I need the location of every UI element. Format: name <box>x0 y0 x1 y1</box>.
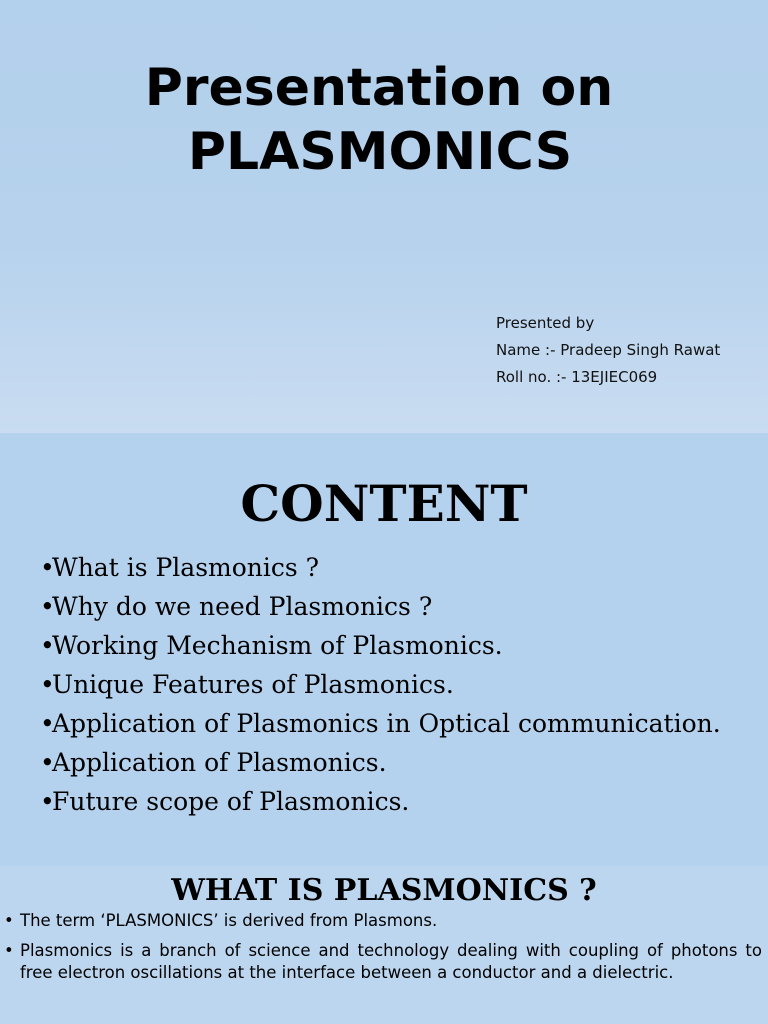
what-is-item <box>4 940 762 984</box>
bullet: • <box>4 911 14 930</box>
content-item-text: Working Mechanism of Plasmonics. <box>52 631 503 660</box>
presenter-name: Name :- Pradeep Singh Rawat <box>496 341 721 359</box>
title-line-1: Presentation on <box>144 58 614 118</box>
presenter-info <box>496 310 720 391</box>
content-title: CONTENT <box>240 474 528 533</box>
content-item-text: Application of Plasmonics. <box>52 748 387 777</box>
content-item <box>40 708 760 740</box>
what-is-slide <box>0 866 768 1024</box>
what-is-item <box>4 910 762 932</box>
content-item-text: What is Plasmonics ? <box>52 553 320 582</box>
what-is-list <box>4 910 762 992</box>
bullet: • <box>40 592 55 621</box>
what-is-item-text: The term ‘PLASMONICS’ is derived from Plasmons. <box>20 911 438 930</box>
content-item <box>40 786 760 818</box>
bullet: • <box>40 553 55 582</box>
content-item-text: Why do we need Plasmonics ? <box>52 592 433 621</box>
presented-by-label: Presented by <box>496 314 595 332</box>
content-item-text: Future scope of Plasmonics. <box>52 787 410 816</box>
title-line-2: PLASMONICS <box>187 122 573 182</box>
what-is-title: WHAT IS PLASMONICS ? <box>171 873 597 908</box>
content-slide <box>0 433 768 866</box>
bullet: • <box>40 631 55 660</box>
content-item-text: Unique Features of Plasmonics. <box>52 670 454 699</box>
content-item <box>40 630 760 662</box>
content-item <box>40 552 760 584</box>
title-slide <box>0 0 768 433</box>
content-item <box>40 747 760 779</box>
bullet: • <box>40 709 55 738</box>
bullet: • <box>4 941 14 960</box>
what-is-item-text: Plasmonics is a branch of science and technology dealing with coupling of photons to free electron oscillations at the interface between a conductor and a dielectric. <box>20 941 762 982</box>
content-list <box>40 552 760 825</box>
presentation-title <box>0 56 768 184</box>
bullet: • <box>40 670 55 699</box>
bullet: • <box>40 787 55 816</box>
bullet: • <box>40 748 55 777</box>
content-item-text: Application of Plasmonics in Optical communication. <box>52 709 721 738</box>
content-item <box>40 591 760 623</box>
presenter-roll-number: Roll no. :- 13EJIEC069 <box>496 368 658 386</box>
content-item <box>40 669 760 701</box>
